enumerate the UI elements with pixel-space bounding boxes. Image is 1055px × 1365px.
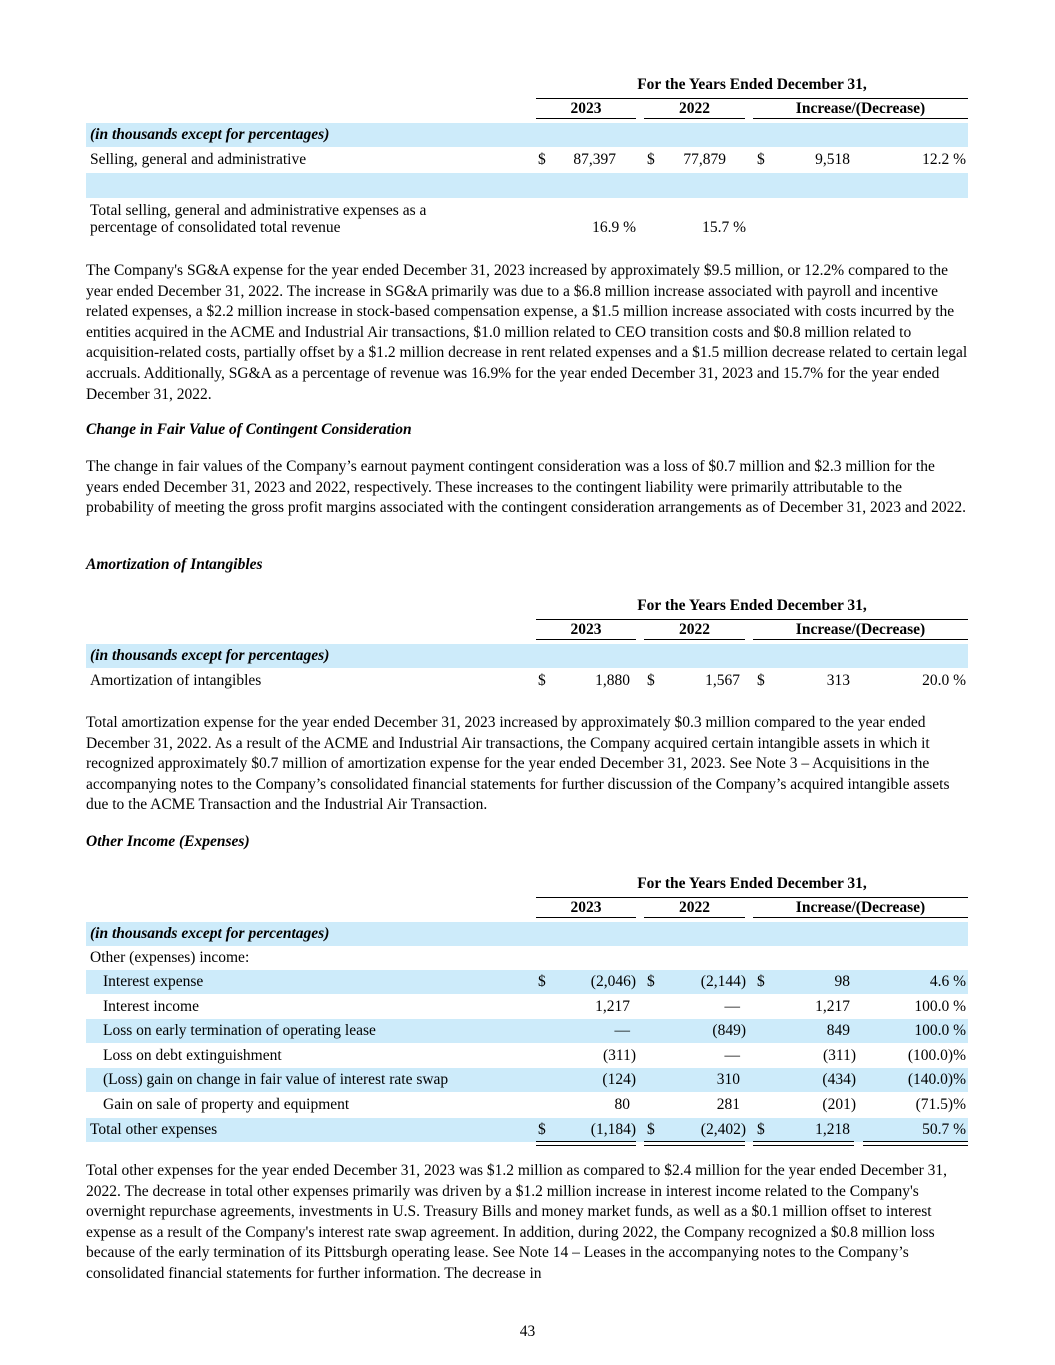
total-2023: (1,184) bbox=[590, 1121, 636, 1138]
other-income-heading: Other Income (Expenses) bbox=[86, 833, 250, 850]
table-row bbox=[86, 669, 968, 693]
total-double-rule-2023 bbox=[536, 1141, 636, 1146]
value-pct: 100.0 % bbox=[914, 998, 966, 1015]
total-double-rule-change bbox=[753, 1141, 854, 1146]
dollar-sign: $ bbox=[647, 1121, 655, 1138]
col-header-change: Increase/(Decrease) bbox=[753, 621, 968, 640]
amortization-paragraph: Total amortization expense for the year ended December 31, 2023 increased by approximately $0.3 million compared to the year ended December 31, 2022. As a result of the ACME and Industrial Air transactions, the Company acquired certain intangible assets in which it recognized approximately $0.7 million of amortization expense for the year ended December 31, 2023. See Note 3 – Acquisitions in the accompanying notes to the Company’s consolidated financial statements for further discussion of the Company’s acquired intangible assets due to the ACME Transaction and the Industrial Air Transaction. bbox=[86, 714, 950, 814]
pct-revenue-label-line1: Total selling, general and administrative expenses as a bbox=[90, 202, 427, 219]
table-period-header: For the Years Ended December 31, bbox=[536, 597, 968, 620]
value-2023: 80 bbox=[614, 1096, 630, 1113]
sga-paragraph: The Company's SG&A expense for the year ended December 31, 2023 increased by approximately $9.5 million, or 12.2% compared to the year ended December 31, 2022. The increase in SG&A primarily was due to a $6.8 million increase associated with payroll and incentive related expenses, a $2.2 million increase in stock-based compensation expense, a $1.5 million increase associated with costs incurred by the entities acquired in the ACME and Industrial Air transactions, $1.0 million related to CEO transition costs and $0.8 million related to acquisition-related costs, partially offset by a $1.2 million decrease in rent related expenses and a $1.5 million decrease related to certain legal accruals. Additionally, SG&A as a percentage of revenue was 16.9% for the year ended December 31, 2023 and 15.7% for the year ended December 31, 2022. bbox=[86, 262, 968, 403]
value-pct: 20.0 % bbox=[922, 672, 966, 689]
dollar-sign: $ bbox=[757, 151, 765, 168]
value-2022: 77,879 bbox=[683, 151, 726, 168]
dollar-sign: $ bbox=[757, 672, 765, 689]
row-label: Interest expense bbox=[103, 973, 204, 990]
value-change: (311) bbox=[823, 1047, 856, 1064]
value-change: (434) bbox=[822, 1071, 856, 1088]
value-2023: (124) bbox=[602, 1071, 636, 1088]
dollar-sign: $ bbox=[538, 672, 546, 689]
value-2022: 1,567 bbox=[705, 672, 740, 689]
value-pct: (140.0)% bbox=[907, 1071, 966, 1088]
value-change: (201) bbox=[822, 1096, 856, 1113]
value-2022: (2,144) bbox=[700, 973, 746, 990]
row-label: Gain on sale of property and equipment bbox=[103, 1096, 350, 1113]
col-header-2023: 2023 bbox=[536, 621, 636, 640]
value-pct: 4.6 % bbox=[929, 973, 966, 990]
contingent-heading: Change in Fair Value of Contingent Consideration bbox=[86, 421, 412, 438]
value-change: 313 bbox=[826, 672, 850, 689]
col-header-2023: 2023 bbox=[536, 100, 636, 119]
table-row bbox=[86, 1019, 968, 1043]
col-header-2022: 2022 bbox=[644, 621, 745, 640]
pct-2023: 16.9 % bbox=[592, 219, 636, 236]
value-2023: (311) bbox=[603, 1047, 636, 1064]
table-row bbox=[86, 1093, 968, 1117]
units-row bbox=[86, 644, 968, 668]
value-pct: (100.0)% bbox=[907, 1047, 966, 1064]
section-row bbox=[86, 946, 968, 970]
row-label: Loss on early termination of operating lease bbox=[103, 1022, 376, 1039]
col-header-change: Increase/(Decrease) bbox=[753, 100, 968, 119]
total-2022: (2,402) bbox=[700, 1121, 746, 1138]
value-change: 98 bbox=[834, 973, 850, 990]
total-double-rule-pct bbox=[863, 1141, 968, 1146]
table-period-header: For the Years Ended December 31, bbox=[536, 76, 968, 99]
dollar-sign: $ bbox=[647, 672, 655, 689]
row-label: Loss on debt extinguishment bbox=[103, 1047, 282, 1064]
table-row bbox=[86, 995, 968, 1019]
other-income-table bbox=[86, 875, 968, 1145]
value-pct: 100.0 % bbox=[914, 1022, 966, 1039]
row-label: Selling, general and administrative bbox=[90, 151, 307, 168]
units-row bbox=[86, 922, 968, 946]
value-2023: (2,046) bbox=[590, 973, 636, 990]
dollar-sign: $ bbox=[757, 1121, 765, 1138]
value-change: 1,217 bbox=[815, 998, 850, 1015]
total-row bbox=[86, 1118, 968, 1142]
table-row bbox=[86, 970, 968, 994]
value-2023: 1,880 bbox=[595, 672, 630, 689]
units-row bbox=[86, 123, 968, 147]
value-change: 9,518 bbox=[815, 151, 850, 168]
units-label: (in thousands except for percentages) bbox=[90, 126, 330, 143]
table-row bbox=[86, 148, 968, 172]
value-2022: (849) bbox=[712, 1022, 746, 1039]
table-row bbox=[86, 1068, 968, 1092]
section-label: Other (expenses) income: bbox=[90, 949, 250, 966]
value-2022: — bbox=[724, 998, 740, 1015]
pct-2022: 15.7 % bbox=[702, 219, 746, 236]
dollar-sign: $ bbox=[538, 151, 546, 168]
table-row bbox=[86, 1044, 968, 1068]
amortization-heading: Amortization of Intangibles bbox=[86, 556, 263, 573]
value-2023: — bbox=[614, 1022, 630, 1039]
spacer-row bbox=[86, 173, 968, 198]
col-header-2022: 2022 bbox=[644, 899, 745, 918]
col-header-change: Increase/(Decrease) bbox=[753, 899, 968, 918]
total-label: Total other expenses bbox=[90, 1121, 218, 1138]
value-2023: 1,217 bbox=[595, 998, 630, 1015]
page-number: 43 bbox=[519, 1323, 536, 1340]
value-change: 849 bbox=[826, 1022, 850, 1039]
dollar-sign: $ bbox=[647, 973, 655, 990]
value-pct: 12.2 % bbox=[922, 151, 966, 168]
dollar-sign: $ bbox=[538, 1121, 546, 1138]
total-change: 1,218 bbox=[815, 1121, 850, 1138]
table-period-header: For the Years Ended December 31, bbox=[536, 875, 968, 898]
total-double-rule-2022 bbox=[644, 1141, 745, 1146]
row-label: Amortization of intangibles bbox=[90, 672, 262, 689]
dollar-sign: $ bbox=[757, 973, 765, 990]
value-2022: 310 bbox=[716, 1071, 740, 1088]
contingent-paragraph: The change in fair values of the Company’s earnout payment contingent consideration was a loss of $0.7 million and $2.3 million for the years ended December 31, 2023 and 2022, respectively. These increases to the contingent liability were primarily attributable to the probability of meeting the gross profit margins associated with the contingent consideration arrangements as of December 31, 2023 and 2022. bbox=[86, 458, 966, 517]
value-2023: 87,397 bbox=[573, 151, 616, 168]
sga-table bbox=[86, 76, 968, 246]
dollar-sign: $ bbox=[647, 151, 655, 168]
col-header-2022: 2022 bbox=[644, 100, 745, 119]
amortization-table bbox=[86, 597, 968, 697]
row-label: (Loss) gain on change in fair value of interest rate swap bbox=[103, 1071, 449, 1088]
dollar-sign: $ bbox=[538, 973, 546, 990]
units-label: (in thousands except for percentages) bbox=[90, 647, 330, 664]
value-2022: 281 bbox=[716, 1096, 740, 1113]
pct-revenue-label-line2: percentage of consolidated total revenue bbox=[90, 219, 341, 236]
value-2022: — bbox=[724, 1047, 740, 1064]
value-pct: (71.5)% bbox=[915, 1096, 966, 1113]
total-pct: 50.7 % bbox=[922, 1121, 966, 1138]
units-label: (in thousands except for percentages) bbox=[90, 925, 330, 942]
pct-revenue-row bbox=[86, 202, 968, 242]
col-header-2023: 2023 bbox=[536, 899, 636, 918]
other-income-paragraph: Total other expenses for the year ended December 31, 2023 was $1.2 million as compared to $2.4 million for the year ended December 31, 2022. The decrease in total other expenses primarily was driven by a $1.2 million increase in interest income related to the Company's overnight repurchase agreements, investments in U.S. Treasury Bills and money market funds, as well as a $0.1 million offset to interest expense as a result of the Company's interest rate swap agreement. In addition, during 2022, the Company recognized a $0.8 million loss because of the early termination of its Pittsburgh operating lease. See Note 14 – Leases in the accompanying notes to the Company’s consolidated financial statements for further information. The decrease in bbox=[86, 1162, 948, 1282]
row-label: Interest income bbox=[103, 998, 199, 1015]
